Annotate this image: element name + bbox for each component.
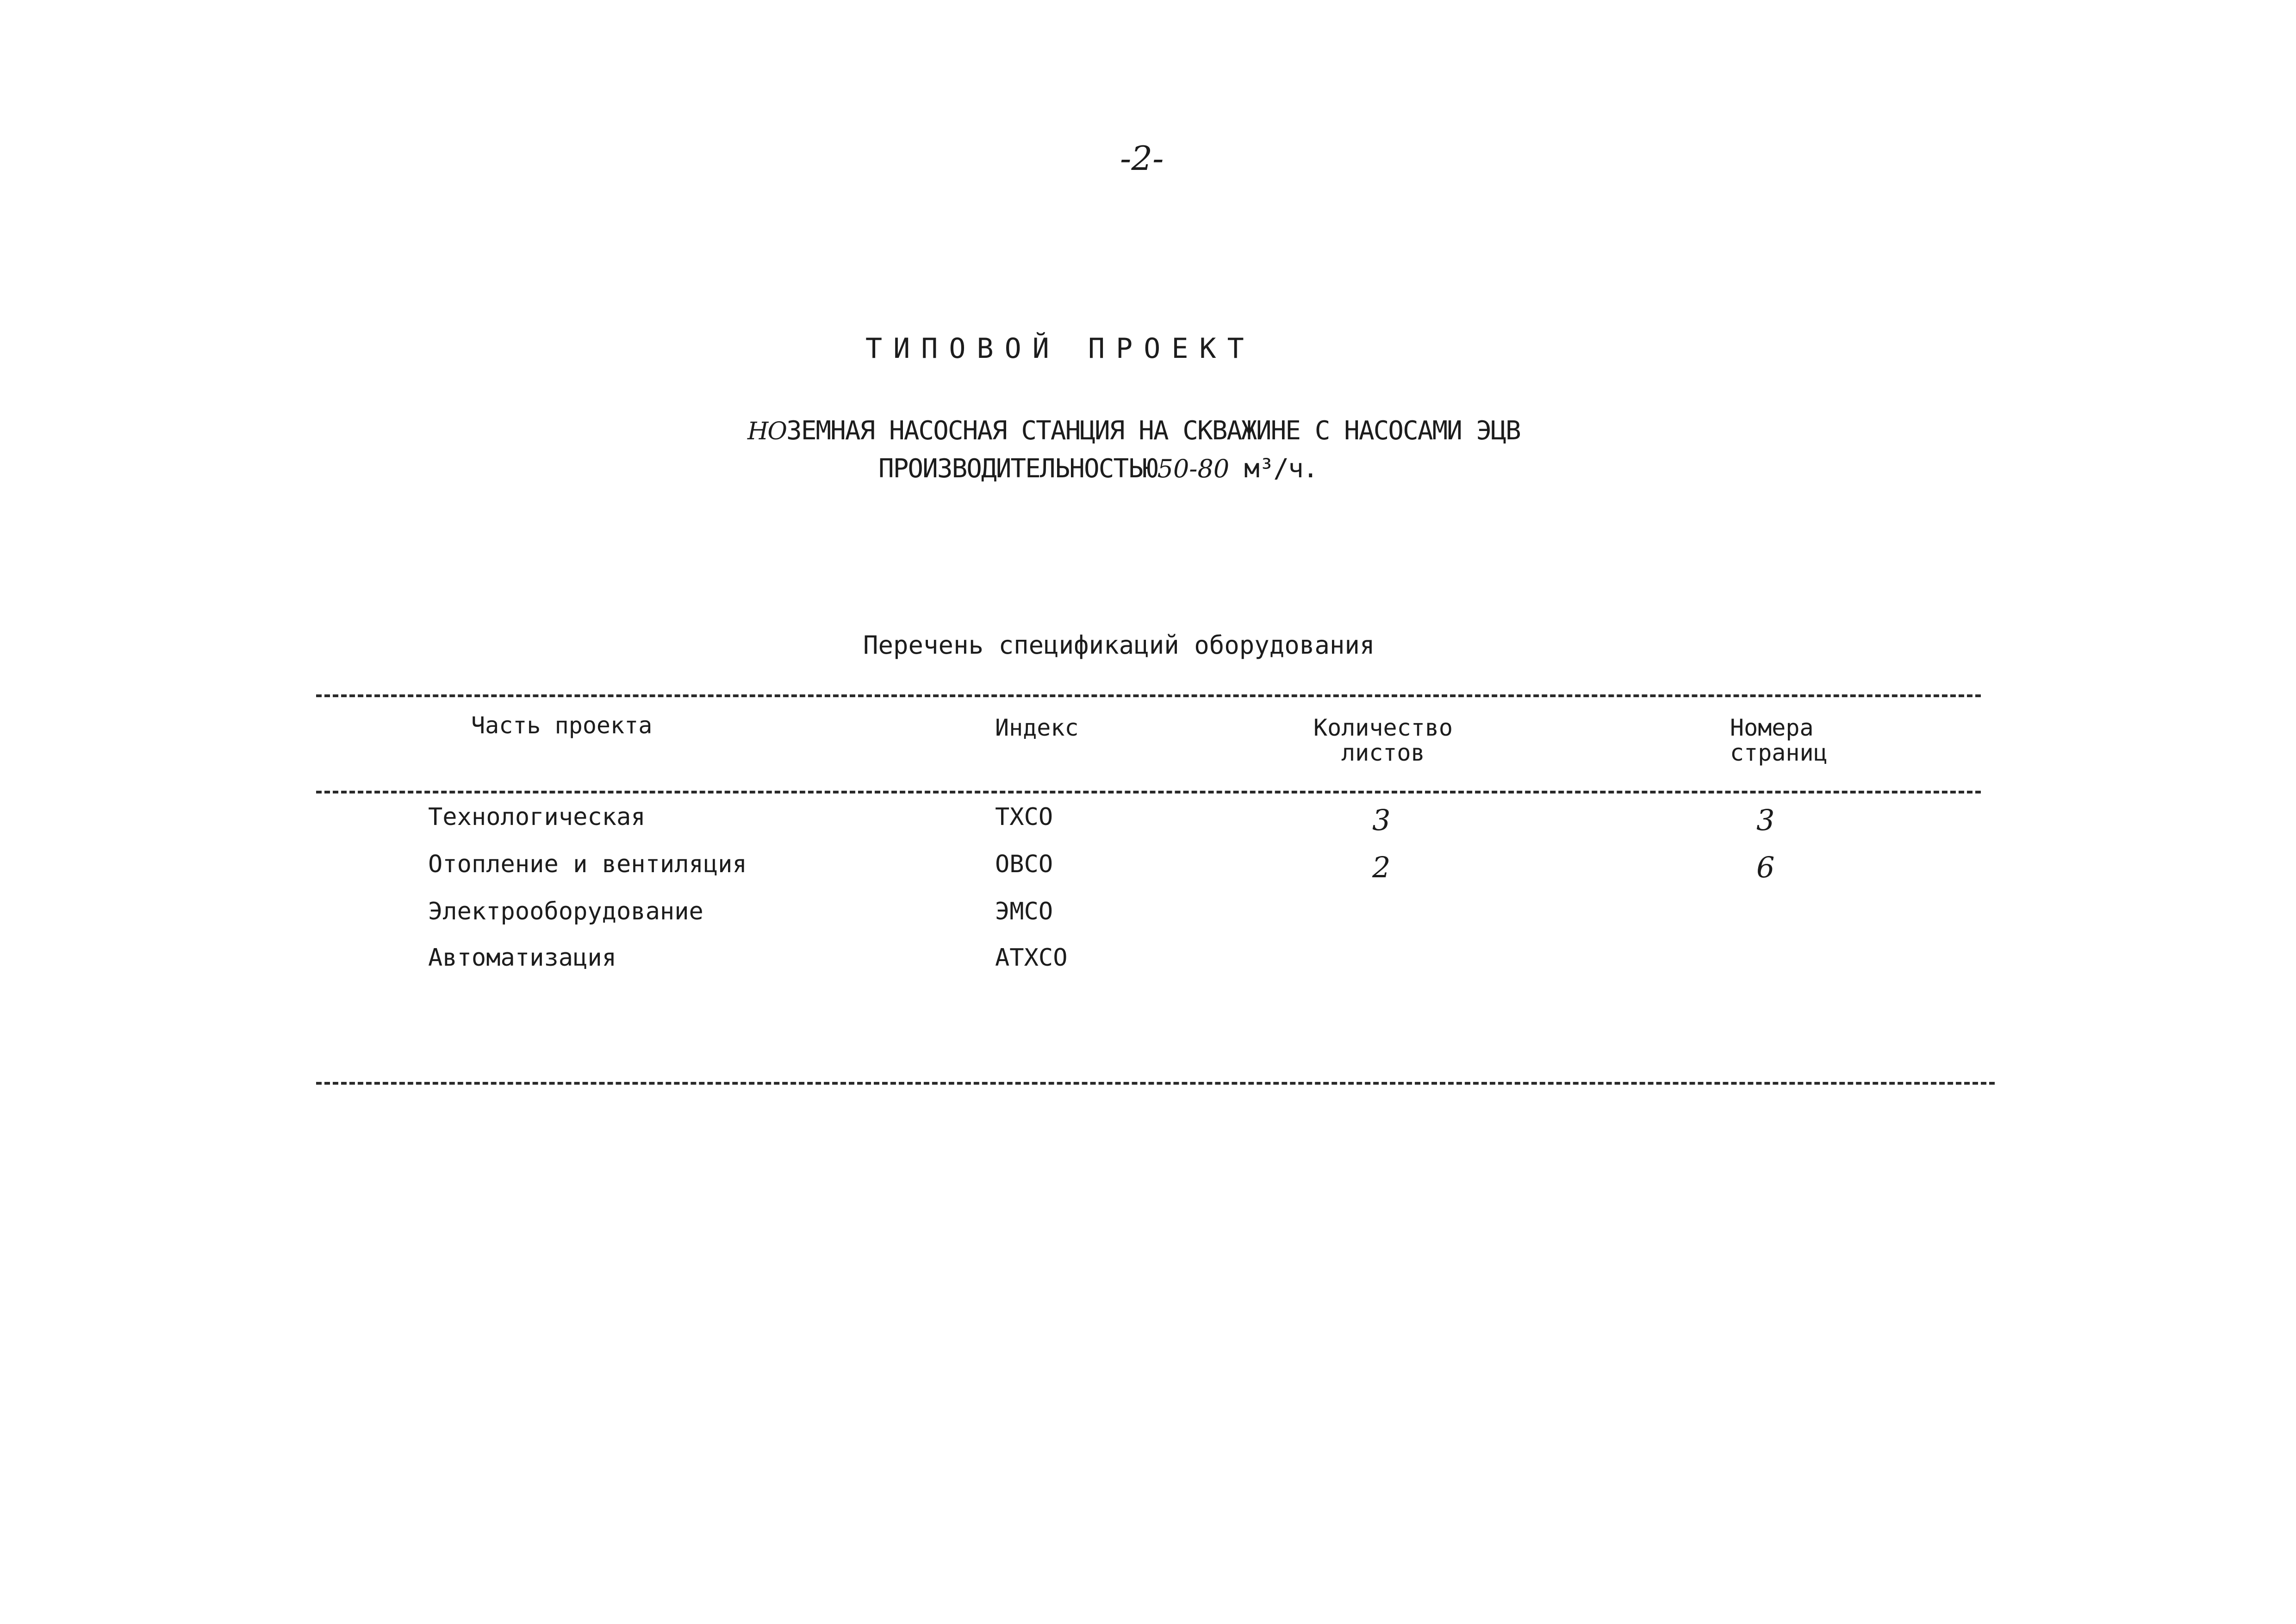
subtitle-line-1 xyxy=(747,416,1520,446)
column-header-index xyxy=(995,715,1079,740)
table-row xyxy=(0,898,2296,944)
table-top-rule xyxy=(316,694,1981,697)
subtitle-line-2 xyxy=(878,454,1318,484)
table-row xyxy=(0,944,2296,990)
table-row xyxy=(0,803,2296,849)
column-header-sheets xyxy=(1313,715,1453,765)
table-caption: Перечень спецификаций оборудования xyxy=(863,631,1375,660)
table-row xyxy=(0,850,2296,897)
column-header-part-label: Часть проекта xyxy=(471,712,653,739)
capacity-unit: м³/ч. xyxy=(1244,454,1318,484)
cell-part: Электрооборудование xyxy=(428,898,703,925)
column-header-pages-line-2: страниц xyxy=(1730,739,1828,766)
column-header-pages xyxy=(1730,715,1828,765)
handwritten-prefix: НО xyxy=(747,418,786,445)
cell-part: Автоматизация xyxy=(428,944,616,972)
column-header-sheets-line-2: листов xyxy=(1341,739,1425,766)
column-header-pages-line-1: Номера xyxy=(1730,714,1814,741)
cell-pages: 6 xyxy=(1756,850,1775,884)
column-header-sheets-line-1: Количество xyxy=(1313,714,1453,741)
cell-index: АТХСО xyxy=(995,944,1068,972)
column-header-part xyxy=(471,713,652,738)
cell-sheets: 3 xyxy=(1372,803,1391,837)
document-heading: ТИПОВОЙ ПРОЕКТ xyxy=(865,332,1255,365)
column-header-index-label: Индекс xyxy=(995,714,1079,741)
subtitle-line-2-text: ПРОИЗВОДИТЕЛЬНОСТЬЮ xyxy=(878,454,1157,484)
cell-index: ТХСО xyxy=(995,803,1053,831)
cell-part: Технологическая xyxy=(428,803,646,831)
cell-sheets: 2 xyxy=(1372,850,1391,884)
cell-index: ОВСО xyxy=(995,850,1053,878)
subtitle-line-1-text: ЗЕМНАЯ НАСОСНАЯ СТАНЦИЯ НА СКВАЖИНЕ С НАСОСАМИ ЭЦВ xyxy=(786,416,1520,446)
cell-pages: 3 xyxy=(1756,803,1775,837)
table-bottom-rule xyxy=(316,1082,1995,1085)
cell-part: Отопление и вентиляция xyxy=(428,850,747,878)
cell-index: ЭМСО xyxy=(995,898,1053,925)
page-number: -2- xyxy=(1120,139,1164,178)
table-header-rule xyxy=(316,791,1981,793)
handwritten-capacity-value: 50-80 xyxy=(1157,454,1230,483)
